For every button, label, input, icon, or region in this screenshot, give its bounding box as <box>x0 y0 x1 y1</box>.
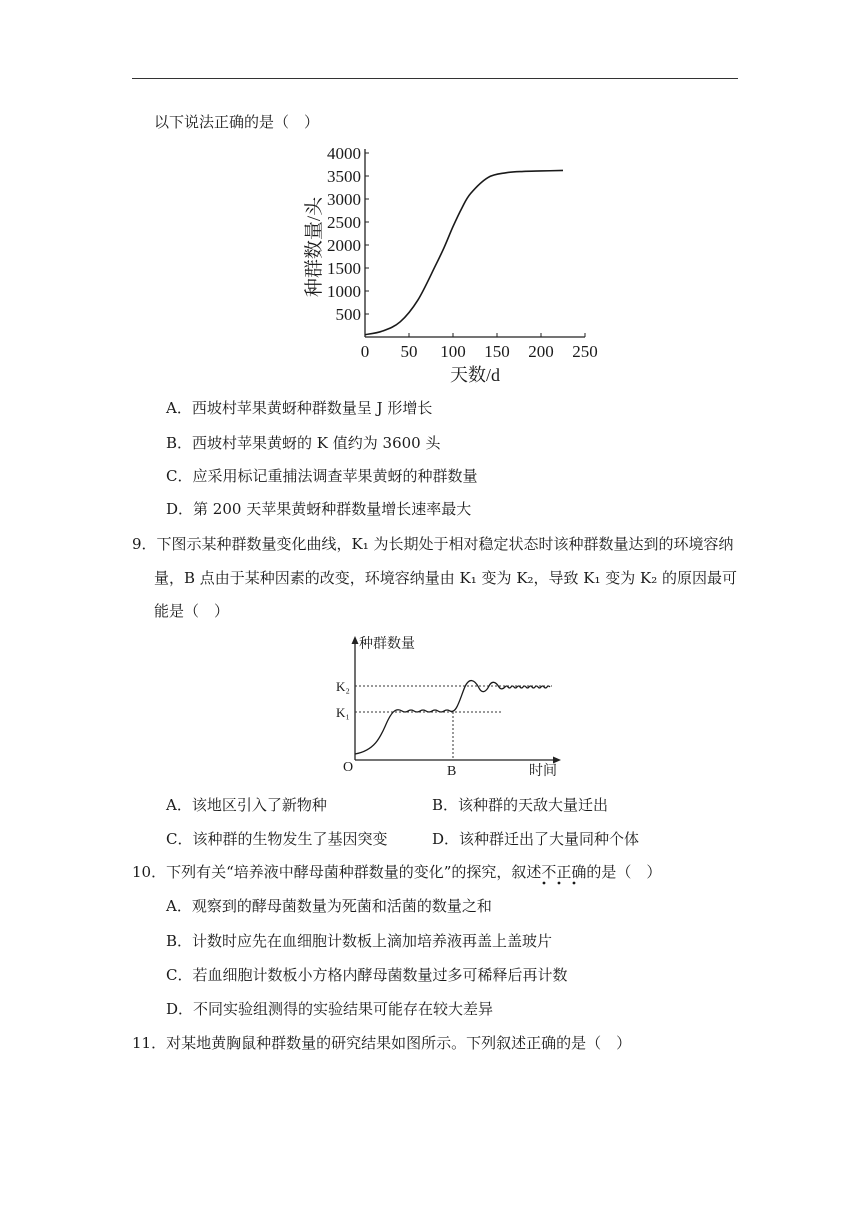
q9-option-b: B．该种群的天敌大量迁出 <box>432 796 609 814</box>
x-axis-label: 时间 <box>529 764 557 779</box>
x-tick-label: 50 <box>400 342 418 361</box>
q10-option-c: C．若血细胞计数板小方格内酵母菌数量过多可稀释后再计数 <box>166 966 568 984</box>
x-tick-label: 200 <box>528 342 554 361</box>
x-axis-label: 天数/d <box>449 365 501 385</box>
x-axis-arrow <box>553 757 561 764</box>
q10-option-a: A．观察到的酵母菌数量为死菌和活菌的数量之和 <box>166 897 492 915</box>
logistic-growth-chart <box>290 135 610 390</box>
header-rule <box>132 78 738 79</box>
y-tick-label: 4000 <box>327 144 361 163</box>
q11-stem: 11．对某地黄胸鼠种群数量的研究结果如图所示。下列叙述正确的是（ ） <box>132 1034 632 1052</box>
logistic-chart-area <box>327 144 598 361</box>
q10-option-d: D．不同实验组测得的实验结果可能存在较大差异 <box>166 1000 494 1018</box>
y-tick-label: 2000 <box>327 236 361 255</box>
carrying-capacity-chart <box>330 632 570 782</box>
q8-option-c: C．应采用标记重捕法调查苹果黄蚜的种群数量 <box>166 467 478 485</box>
q8-option-d: D．第 200 天苹果黄蚜种群数量增长速率最大 <box>166 500 472 518</box>
k1-label: K₁ <box>336 705 350 720</box>
y-tick-label: 3000 <box>327 190 361 209</box>
y-axis-label: 种群数量/头 <box>304 196 325 298</box>
y-axis-arrow <box>352 636 359 644</box>
q8-stem: 以下说法正确的是（ ） <box>154 113 320 131</box>
q8-option-b: B．西坡村苹果黄蚜的 K 值约为 3600 头 <box>166 434 441 452</box>
q9-stem-line-2: 量，B 点由于某种因素的改变，环境容纳量由 K₁ 变为 K₂，导致 K₁ 变为 K₂ 的原因最可 <box>154 569 738 587</box>
origin-label: O <box>343 760 354 775</box>
x-tick-label: 0 <box>360 342 370 361</box>
q9-option-a: A．该地区引入了新物种 <box>166 796 327 814</box>
x-tick-label: 250 <box>572 342 598 361</box>
q10-option-b: B．计数时应先在血细胞计数板上滴加培养液再盖上盖玻片 <box>166 932 553 950</box>
q10-stem: 10．下列有关“培养液中酵母菌种群数量的变化”的探究，叙述不正确的是（ ） <box>132 863 662 881</box>
q9-stem-line-1: 9．下图示某种群数量变化曲线，K₁ 为长期处于相对稳定状态时该种群数量达到的环境容纳 <box>132 535 734 553</box>
y-tick-label: 500 <box>335 305 361 324</box>
y-tick-label: 3500 <box>327 167 361 186</box>
q8-option-a: A．西坡村苹果黄蚜种群数量呈 J 形增长 <box>166 399 433 417</box>
growth-curve <box>365 170 563 334</box>
y-axis-label: 种群数量 <box>359 637 415 652</box>
k2-label: K₂ <box>336 679 350 694</box>
x-tick-label: 150 <box>484 342 510 361</box>
q9-stem-line-3: 能是（ ） <box>154 602 230 620</box>
q9-option-c: C．该种群的生物发生了基因突变 <box>166 830 388 848</box>
y-tick-label: 1500 <box>327 259 361 278</box>
y-tick-label: 2500 <box>327 213 361 232</box>
y-tick-label: 1000 <box>327 282 361 301</box>
emphasis-dots <box>540 880 590 886</box>
x-tick-label: 100 <box>440 342 466 361</box>
q9-option-d: D．该种群迁出了大量同种个体 <box>432 830 640 848</box>
b-label: B <box>447 764 457 779</box>
